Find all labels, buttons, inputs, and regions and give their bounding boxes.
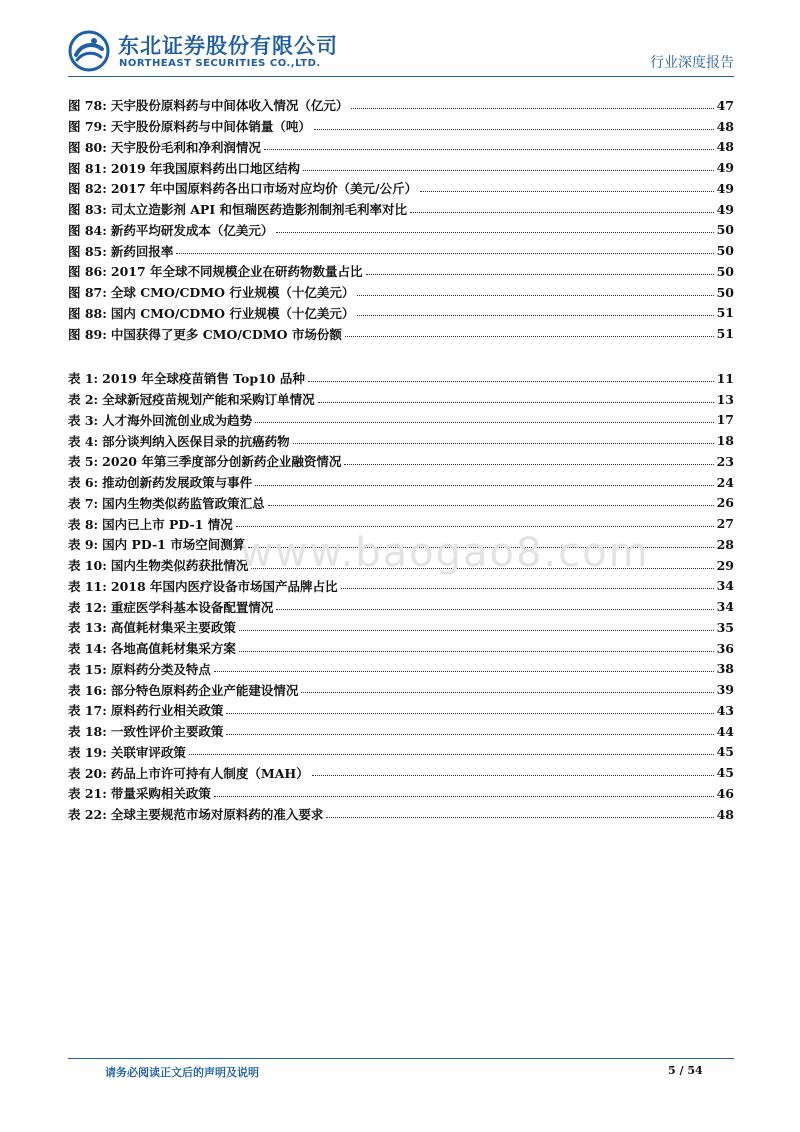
toc-entry-page: 49 bbox=[716, 180, 734, 196]
toc-entry-title: 各地高值耗材集采方案 bbox=[110, 641, 236, 657]
toc-entry-page: 44 bbox=[716, 723, 734, 739]
toc-dot-leader bbox=[351, 108, 713, 109]
footer-disclaimer: 请务必阅读正文后的声明及说明 bbox=[105, 1066, 259, 1079]
figure-toc-row[interactable] bbox=[68, 137, 734, 158]
toc-entry-page: 46 bbox=[716, 785, 734, 801]
toc-entry-label: 图 82: bbox=[68, 181, 107, 197]
toc-dot-leader bbox=[314, 129, 714, 130]
toc-entry-page: 24 bbox=[716, 474, 734, 490]
toc-entry-title: 一致性评价主要政策 bbox=[110, 724, 224, 740]
table-toc-row[interactable] bbox=[68, 659, 734, 680]
toc-entry-label: 图 78: bbox=[68, 98, 107, 114]
toc-entry-label: 表 4: bbox=[68, 433, 99, 449]
toc-entry-label: 表 10: bbox=[68, 558, 107, 574]
header-divider bbox=[68, 76, 734, 77]
table-toc-row[interactable] bbox=[68, 783, 734, 804]
toc-entry-title: 原料药分类及特点 bbox=[110, 661, 211, 677]
figure-toc-row[interactable] bbox=[68, 178, 734, 199]
toc-dot-leader bbox=[226, 713, 713, 714]
toc-entry-page: 36 bbox=[716, 640, 734, 656]
toc-entry-page: 39 bbox=[716, 682, 734, 698]
toc-entry-page: 35 bbox=[716, 619, 734, 635]
toc-entry-page: 45 bbox=[716, 765, 734, 781]
toc-dot-leader bbox=[226, 734, 713, 735]
toc-entry-page: 34 bbox=[716, 599, 734, 615]
toc-entry-label: 图 84: bbox=[68, 222, 107, 238]
toc-dot-leader bbox=[239, 630, 714, 631]
toc-entry-title: 部分谈判纳入医保目录的抗癌药物 bbox=[102, 433, 290, 449]
toc-entry-title: 国内 CMO/CDMO 行业规模（十亿美元） bbox=[110, 305, 355, 321]
toc-entry-page: 49 bbox=[716, 160, 734, 176]
toc-dot-leader bbox=[326, 817, 713, 818]
toc-entry-page: 51 bbox=[716, 305, 734, 321]
toc-entry-title: 全球 CMO/CDMO 行业规模（十亿美元） bbox=[110, 285, 355, 301]
table-toc-row[interactable] bbox=[68, 410, 734, 431]
company-name-cn: 东北证券股份有限公司 bbox=[118, 34, 338, 58]
toc-dot-leader bbox=[293, 443, 714, 444]
toc-dot-leader bbox=[366, 274, 714, 275]
toc-entry-title: 司太立造影剂 API 和恒瑞医药造影剂制剂毛利率对比 bbox=[110, 202, 408, 218]
toc-entry-page: 47 bbox=[716, 97, 734, 113]
toc-entry-label: 表 8: bbox=[68, 516, 99, 532]
figure-list bbox=[68, 95, 734, 344]
toc-entry-title: 2017 年全球不同规模企业在研药物数量占比 bbox=[110, 264, 363, 280]
toc-dot-leader bbox=[264, 149, 714, 150]
figure-toc-row[interactable] bbox=[68, 323, 734, 344]
toc-dot-leader bbox=[236, 526, 714, 527]
table-toc-row[interactable] bbox=[68, 493, 734, 514]
toc-entry-label: 图 85: bbox=[68, 243, 107, 259]
toc-entry-title: 重症医学科基本设备配置情况 bbox=[110, 599, 274, 615]
toc-entry-page: 17 bbox=[716, 412, 734, 428]
toc-entry-title: 高值耗材集采主要政策 bbox=[110, 620, 236, 636]
toc-entry-label: 表 20: bbox=[68, 765, 107, 781]
toc-dot-leader bbox=[189, 754, 714, 755]
toc-entry-label: 表 14: bbox=[68, 641, 107, 657]
toc-entry-page: 34 bbox=[716, 578, 734, 594]
toc-dot-leader bbox=[410, 212, 714, 213]
toc-entry-page: 13 bbox=[716, 391, 734, 407]
report-type: 行业深度报告 bbox=[650, 55, 734, 71]
toc-entry-label: 表 19: bbox=[68, 744, 107, 760]
toc-entry-title: 2017 年中国原料药各出口市场对应均价（美元/公斤） bbox=[110, 181, 418, 197]
toc-entry-page: 38 bbox=[716, 661, 734, 677]
toc-dot-leader bbox=[341, 588, 714, 589]
figure-toc-row[interactable] bbox=[68, 116, 734, 137]
watermark: www.baogao8.com bbox=[240, 530, 650, 576]
toc-entry-label: 表 15: bbox=[68, 661, 107, 677]
toc-entry-label: 表 9: bbox=[68, 537, 99, 553]
toc-entry-label: 表 2: bbox=[68, 392, 99, 408]
toc-entry-page: 50 bbox=[716, 243, 734, 259]
toc-entry-label: 表 13: bbox=[68, 620, 107, 636]
table-toc-row[interactable] bbox=[68, 430, 734, 451]
table-toc-row[interactable] bbox=[68, 472, 734, 493]
toc-entry-page: 29 bbox=[716, 557, 734, 573]
toc-dot-leader bbox=[276, 609, 713, 610]
toc-entry-title: 新药平均研发成本（亿美元） bbox=[110, 222, 274, 238]
footer-divider bbox=[68, 1058, 734, 1059]
toc-entry-label: 表 21: bbox=[68, 786, 107, 802]
toc-dot-leader bbox=[303, 170, 714, 171]
toc-entry-title: 2019 年全球疫苗销售 Top10 品种 bbox=[102, 371, 305, 387]
toc-entry-label: 图 80: bbox=[68, 139, 107, 155]
toc-entry-title: 天宇股份原料药与中间体销量（吨） bbox=[110, 119, 311, 135]
toc-entry-page: 50 bbox=[716, 284, 734, 300]
table-toc-row[interactable] bbox=[68, 721, 734, 742]
figure-toc-row[interactable] bbox=[68, 240, 734, 261]
figure-toc-row[interactable] bbox=[68, 303, 734, 324]
toc-dot-leader bbox=[214, 796, 714, 797]
toc-dot-leader bbox=[239, 651, 714, 652]
toc-entry-page: 11 bbox=[716, 370, 734, 386]
toc-entry-title: 国内生物类似药监管政策汇总 bbox=[102, 495, 265, 511]
figure-toc-row[interactable] bbox=[68, 199, 734, 220]
toc-entry-page: 49 bbox=[716, 201, 734, 217]
toc-entry-title: 部分特色原料药企业产能建设情况 bbox=[110, 682, 299, 698]
toc-entry-label: 图 79: bbox=[68, 119, 107, 135]
toc-entry-page: 48 bbox=[716, 806, 734, 822]
toc-dot-leader bbox=[268, 505, 714, 506]
toc-entry-title: 人才海外回流创业成为趋势 bbox=[102, 412, 253, 428]
toc-entry-label: 表 22: bbox=[68, 807, 107, 823]
toc-entry-label: 图 86: bbox=[68, 264, 107, 280]
toc-entry-page: 51 bbox=[716, 326, 734, 342]
toc-entry-title: 天宇股份毛利和净利润情况 bbox=[110, 139, 261, 155]
toc-entry-page: 50 bbox=[716, 222, 734, 238]
toc-entry-label: 图 87: bbox=[68, 285, 107, 301]
table-toc-row[interactable] bbox=[68, 638, 734, 659]
toc-entry-title: 关联审评政策 bbox=[110, 744, 186, 760]
table-toc-row[interactable] bbox=[68, 804, 734, 825]
toc-dot-leader bbox=[420, 191, 714, 192]
toc-dot-leader bbox=[318, 402, 714, 403]
toc-entry-title: 全球新冠疫苗规划产能和采购订单情况 bbox=[102, 392, 315, 408]
table-toc-row[interactable] bbox=[68, 762, 734, 783]
page-number: 5 / 54 bbox=[668, 1064, 703, 1077]
toc-entry-label: 表 18: bbox=[68, 724, 107, 740]
toc-entry-page: 23 bbox=[716, 453, 734, 469]
toc-entry-title: 国内 PD-1 市场空间测算 bbox=[102, 537, 246, 553]
toc-dot-leader bbox=[301, 692, 713, 693]
figure-toc-row[interactable] bbox=[68, 282, 734, 303]
toc-dot-leader bbox=[345, 336, 714, 337]
toc-entry-title: 2018 年国内医疗设备市场国产品牌占比 bbox=[110, 578, 338, 594]
toc-entry-label: 图 89: bbox=[68, 326, 107, 342]
figure-toc-row[interactable] bbox=[68, 95, 734, 116]
toc-dot-leader bbox=[255, 485, 713, 486]
toc-entry-label: 表 5: bbox=[68, 454, 99, 470]
toc-entry-label: 表 1: bbox=[68, 371, 99, 387]
toc-entry-page: 43 bbox=[716, 702, 734, 718]
toc-entry-label: 表 12: bbox=[68, 599, 107, 615]
table-toc-row[interactable] bbox=[68, 679, 734, 700]
table-toc-row[interactable] bbox=[68, 389, 734, 410]
toc-entry-title: 中国获得了更多 CMO/CDMO 市场份额 bbox=[110, 326, 342, 342]
toc-dot-leader bbox=[214, 671, 714, 672]
table-toc-row[interactable] bbox=[68, 451, 734, 472]
toc-dot-leader bbox=[176, 253, 713, 254]
toc-entry-label: 图 81: bbox=[68, 160, 107, 176]
toc-entry-label: 表 16: bbox=[68, 682, 107, 698]
toc-entry-title: 2020 年第三季度部分创新药企业融资情况 bbox=[102, 454, 342, 470]
table-toc-row[interactable] bbox=[68, 368, 734, 389]
toc-dot-leader bbox=[357, 315, 713, 316]
toc-entry-title: 原料药行业相关政策 bbox=[110, 703, 224, 719]
toc-entry-page: 50 bbox=[716, 263, 734, 279]
toc-entry-page: 27 bbox=[716, 516, 734, 532]
table-toc-row[interactable] bbox=[68, 742, 734, 763]
toc-entry-page: 48 bbox=[716, 118, 734, 134]
table-toc-row[interactable] bbox=[68, 617, 734, 638]
toc-entry-label: 表 7: bbox=[68, 495, 99, 511]
page-header bbox=[68, 28, 734, 74]
table-toc-row[interactable] bbox=[68, 700, 734, 721]
table-toc-row[interactable] bbox=[68, 576, 734, 597]
toc-entry-title: 国内已上市 PD-1 情况 bbox=[102, 516, 233, 532]
toc-entry-title: 全球主要规范市场对原料药的准入要求 bbox=[110, 807, 324, 823]
toc-entry-title: 2019 年我国原料药出口地区结构 bbox=[110, 160, 301, 176]
table-toc-row[interactable] bbox=[68, 596, 734, 617]
toc-entry-label: 表 3: bbox=[68, 412, 99, 428]
toc-dot-leader bbox=[276, 232, 713, 233]
toc-entry-title: 推动创新药发展政策与事件 bbox=[102, 475, 253, 491]
toc-entry-label: 表 11: bbox=[68, 578, 107, 594]
toc-entry-title: 药品上市许可持有人制度（MAH） bbox=[110, 765, 309, 781]
toc-entry-page: 18 bbox=[716, 433, 734, 449]
toc-entry-title: 带量采购相关政策 bbox=[110, 786, 211, 802]
toc-entry-label: 表 17: bbox=[68, 703, 107, 719]
toc-dot-leader bbox=[357, 295, 713, 296]
company-name-en: NORTHEAST SECURITIES CO.,LTD. bbox=[119, 58, 321, 69]
toc-entry-page: 45 bbox=[716, 744, 734, 760]
toc-dot-leader bbox=[344, 464, 713, 465]
figure-toc-row[interactable] bbox=[68, 261, 734, 282]
toc-entry-title: 新药回报率 bbox=[110, 243, 174, 259]
toc-entry-label: 图 88: bbox=[68, 305, 107, 321]
toc-entry-label: 图 83: bbox=[68, 202, 107, 218]
toc-entry-page: 28 bbox=[716, 536, 734, 552]
toc-dot-leader bbox=[312, 775, 714, 776]
toc-entry-title: 天宇股份原料药与中间体收入情况（亿元） bbox=[110, 98, 349, 114]
toc-entry-page: 48 bbox=[716, 139, 734, 155]
figure-toc-row[interactable] bbox=[68, 220, 734, 241]
table-list bbox=[68, 368, 734, 825]
toc-dot-leader bbox=[255, 422, 713, 423]
toc-entry-page: 26 bbox=[716, 495, 734, 511]
toc-entry-label: 表 6: bbox=[68, 475, 99, 491]
toc-dot-leader bbox=[308, 381, 714, 382]
company-logo-icon bbox=[68, 30, 110, 72]
figure-toc-row[interactable] bbox=[68, 157, 734, 178]
toc-entry-title: 国内生物类似药获批情况 bbox=[110, 558, 249, 574]
